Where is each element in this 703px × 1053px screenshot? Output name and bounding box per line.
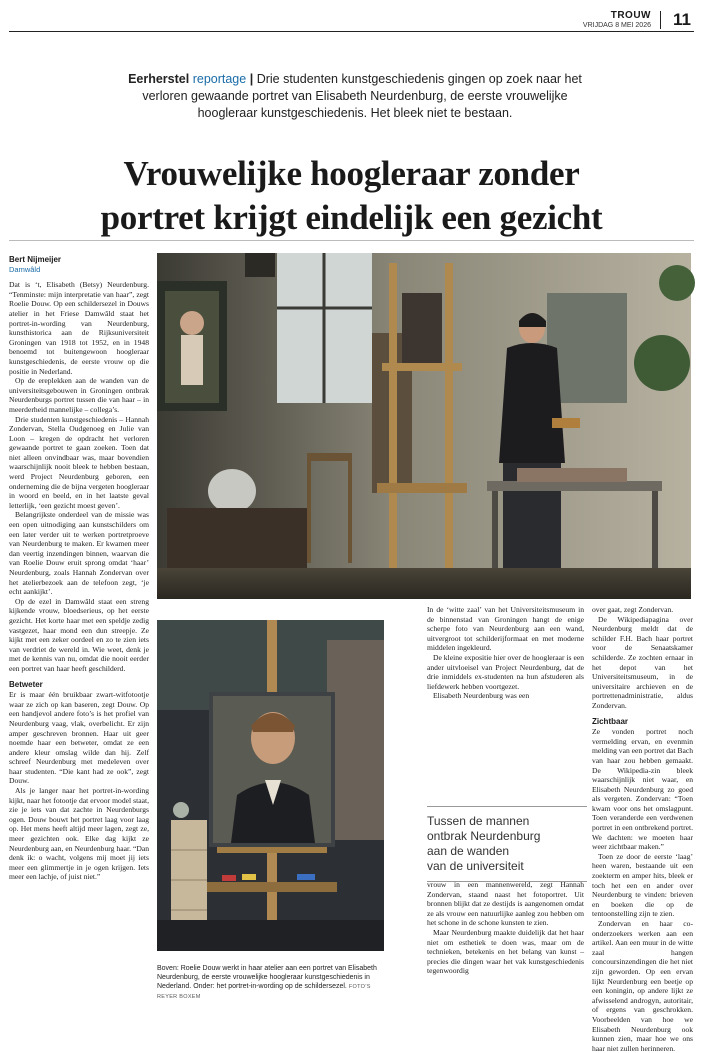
paragraph: Elisabeth Neurdenburg was een: [433, 691, 530, 701]
pull-quote-line: ontbrak Neurdenburg: [427, 829, 541, 843]
paragraph: De Wikipediapagina over Neurdenburg meldt dat de schilder F.H. Bach haar portret voor de Senaatskamer schilderde. Ze zochten ernaar in het depot van het Universiteitsmuseum, in de universitaire archieven en de portrettenadministratie, aldus Zondervan.: [592, 614, 693, 710]
paragraph: Dat is ‘t, Elisabeth (Betsy) Neurdenburg. “Tenminste: mijn interpretatie van haar”, zegt Roelie Douw. Op een schildersezel in Douws atelier in het Friese Damwâld staat het portret-in-wording van Neurdenburg, kunsthistorica aan de Rijksuniversiteit Groningen van 1918 tot 1952, en in 1948 benoemd tot buitengewoon hoogleraar kunstgeschiedenis, de eerste vrouw op die positie in Nederland.: [9, 280, 149, 376]
intro-genre: reportage: [192, 72, 247, 86]
paragraph: Toen ze door de eerste ‘laag’ heen waren, bestaande uit een zoekterm en amper hits, bleek er toch het een en ander over Neurdenburg te vinden: brieven en boeken die op de tentoonstelling zijn te zien.: [592, 851, 693, 919]
paragraph: Op de ezel in Damwâld staat een streng kijkende vrouw, bloedserieus, op het eerste gezicht. Het korte haar met een speldje zedig vastgezet, haar mond een dun streepje. Ze kijkt met een zeker oordeel en zo te zien iets van verdriet de wereld in. Wie weet, denk je met de kennis van nu, omdat die nooit eerder een portret van haar heeft geschilderd.: [9, 596, 149, 673]
paragraph: In de ‘witte zaal’ van het Universiteitsmuseum in de binnenstad van Groningen hangt de enige scherpe foto van Neurdenburg aan een wand, uitvergroot tot schilderijformaat en met moderne middelen ingekleurd.: [427, 605, 584, 653]
intro-lead: [120, 71, 590, 122]
subheading: Zichtbaar: [592, 716, 629, 726]
intro-text: Drie studenten kunstgeschiedenis gingen op zoek naar het verloren gewaande portret van Elisabeth Neurdenburg, de eerste vrouwelijke hoogleraar kunstgeschiedenis. Het bleek niet te bestaan.: [142, 72, 582, 120]
paragraph: Maar Neurdenburg maakte duidelijk dat het haar niet om esthetiek te doen was, maar om de technieken, betekenis en het belang van kunst – precies die dingen waar het vak kunstgeschiedenis tegenwoordig: [427, 927, 584, 976]
paragraph: Drie studenten kunstgeschiedenis – Hannah Zondervan, Stella Oudgenoeg en Julie van Loon – kregen de opdracht het verloren gewaande portret te gaan zoeken. Toen dat niet alleen onvindbaar was, maar bovendien waarschijnlijk nooit bleek te hebben bestaan, werd Project Neurdenburg geboren, een onderneming die de bijna vergeten hoogleraar in woord en beeld, en in het laatste geval letterlijk, ‘een gezicht moest geven’.: [9, 414, 149, 510]
author-name: Bert Nijmeijer: [9, 255, 62, 264]
paper-name: TROUW: [610, 10, 651, 21]
paragraph: De kleine expositie hier over de hoogleraar is een ander uitvloeisel van Project Neurdenburg, dat de drie inmiddels ex-studenten na hun afstuderen als liefdewerk hebben voortgezet.: [427, 652, 584, 691]
page-number: 11: [673, 10, 691, 29]
intro-kicker: Eerherstel: [128, 72, 190, 86]
subheading: Betweter: [9, 679, 43, 689]
portrait-on-easel-photo: [157, 620, 384, 951]
studio-photo: [157, 253, 691, 599]
pull-quote-line: aan de wanden: [427, 844, 510, 858]
paragraph: Er is maar één bruikbaar zwart-witfotootje waar ze zich op kan baseren, zegt Douw. Op een handjevol andere foto’s is het profiel van Neurdenburg vaag, vlak, overbelicht. Er zijn amper geschreven bronnen. Haar uit geer noemde haar een betweter, omdat ze een andere kleur omslag wilde dan hij. Zelf schreef Neurdenburg met medeleven over haar studenten. “Die kant had ze ook”, zegt Douw.: [9, 690, 149, 786]
intro-separator: |: [249, 72, 254, 86]
article-column-1: [9, 255, 149, 882]
pull-quote-line: Tussen de mannen: [427, 814, 530, 828]
publication-date: VRIJDAG 8 MEI 2026: [582, 22, 651, 29]
dateline-location: Damwâld: [9, 264, 41, 274]
article-column-2b: [427, 880, 584, 976]
header-divider: [660, 11, 661, 29]
paragraph: Zondervan en haar co-onderzoekers werken aan een artikel. Aan een muur in de witte zaal hangen concoursinzendingen die het niet zijn geworden. Op een ervan lijkt Neurdenburg een beetje op een koningin, op andere lijkt ze afwisselend androgyn, autoritair, of ergens van geschrokken. Voorbeelden van hoe we Elisabeth Neurdenburg ook kunnen zien, maar hoe we ons haar niet zullen herinneren.: [592, 919, 693, 1053]
headline: [40, 152, 663, 240]
caption-text: Boven: Roelie Douw werkt in haar atelier aan een portret van Elisabeth Neurdenburg, de eerste vrouwelijke hoogleraar kunstgeschiedenis in Nederland. Onder: het portret-in-wording op de schildersezel.: [157, 965, 377, 990]
photo-caption: [157, 964, 384, 1002]
divider: [9, 240, 694, 241]
photo-credit: FOTO’S REYER BOXEM: [157, 984, 371, 1000]
headline-line-1: Vrouwelijke hoogleraar zonder: [123, 154, 580, 193]
article-column-3: [592, 605, 693, 1053]
pull-quote: [427, 806, 587, 882]
paragraph: vrouw in een mannenwereld, zegt Hannah Zondervan, staand naast het fotoportret. Uit bronnen blijkt dat ze destijds is aangenomen omdat ze als vrouw een natuurlijke aanleg zou hebben om het schone in de schone kunsten te zien.: [427, 880, 584, 928]
paragraph: Belangrijkste onderdeel van de missie was een open uitnodiging aan kunstschilders om een later verder uit te werken portretproeve van Neurdenburg te maken. Er kwamen meer dan veertig inzendingen binnen, waarvan die van Roelie Douw eruit sprong omdat ‘haar’ Neurdenburg, zoals Hannah Zondervan over het atelierbezoek aan de telefoon zegt, ‘je echt aankijkt’.: [9, 510, 149, 597]
paragraph: Op de ereplekken aan de wanden van de universiteitsgebouwen in Groningen ontbrak Neurdenburgs portret tussen die van haar – in meerderheid mannelijke – collega’s.: [9, 376, 149, 414]
article-column-2: [427, 605, 584, 701]
paragraph: over gaat, zegt Zondervan.: [592, 605, 674, 614]
pull-quote-line: van de universiteit: [427, 859, 524, 873]
headline-line-2: portret krijgt eindelijk een gezicht: [100, 198, 603, 237]
paragraph: Als je langer naar het portret-in-wording kijkt, naar het fotootje dat ervoor model staat, zie je iets van dat zachte in Neurdenburgs ogen. Douw bouwt het portret laag voor laag op. Het mens heeft altijd meer lagen, zegt ze, meer gezichten ook. Elke dag kijkt ze Neurdenburg aan, en Neurdenburg haar. “Dan denk ik: o wacht, volgens mij moet jij iets meer een glimmertje in je ogen krijgen. Iets meer een lachje, of juist niet.”: [9, 786, 149, 882]
paragraph: Ze vonden portret noch vermelding ervan, en evenmin melding van een portret dat Bach van haar zou hebben gemaakt. De Wikipedia-zin bleek waarschijnlijk niet waar, en Elisabeth Neurdenburg zo goed als vergeten. Zondervan: “Toen kwam voor ons het omslagpunt. Toen veranderde een verdwenen portret in een ontbrekend portret. We dachten: we moeten haar weer zichtbaar maken.”: [592, 727, 694, 852]
